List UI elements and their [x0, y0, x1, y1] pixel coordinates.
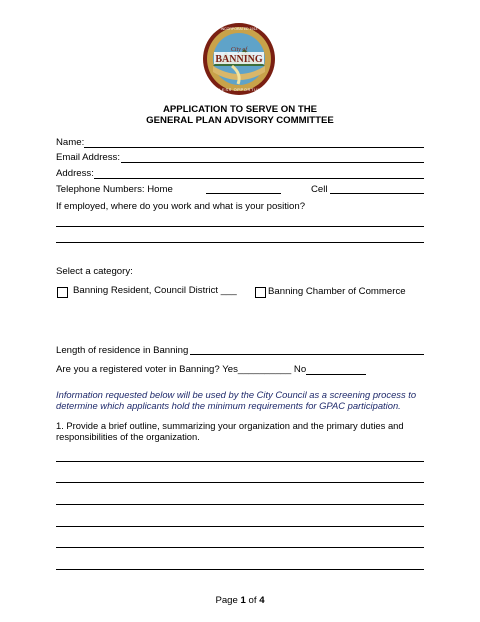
question1-line1: 1. Provide a brief outline, summarizing your organization and the primary duties and — [56, 420, 404, 431]
page-of: of — [245, 595, 260, 606]
answer-line-2[interactable] — [56, 482, 424, 483]
name-label: Name: — [56, 137, 85, 148]
svg-text:ENDLESS OPPORTUNITY: ENDLESS OPPORTUNITY — [208, 87, 270, 92]
employment-question: If employed, where do you work and what is your position? — [56, 201, 306, 212]
voter-no-field[interactable] — [306, 374, 366, 375]
answer-line-3[interactable] — [56, 504, 424, 505]
answer-line-6[interactable] — [56, 569, 424, 570]
employment-answer-line-2[interactable] — [56, 242, 424, 243]
form-title-line2: GENERAL PLAN ADVISORY COMMITTEE — [146, 115, 334, 126]
name-field[interactable] — [84, 147, 424, 148]
telephone-home-field[interactable] — [206, 193, 281, 194]
category-label: Select a category: — [56, 266, 133, 277]
telephone-cell-field[interactable] — [330, 193, 424, 194]
employment-answer-line-1[interactable] — [56, 226, 424, 227]
voter-question: Are you a registered voter in Banning? Yes__________ No — [56, 364, 307, 375]
page-current: 1 — [240, 595, 246, 606]
screening-note-line2: determine which applicants hold the minimum requirements for GPAC participation. — [56, 400, 401, 411]
answer-line-4[interactable] — [56, 526, 424, 527]
svg-text:City of: City of — [230, 47, 248, 53]
city-seal-logo — [202, 22, 276, 96]
chamber-checkbox[interactable] — [255, 287, 266, 298]
residence-label: Length of residence in Banning — [56, 345, 189, 356]
form-title-line1: APPLICATION TO SERVE ON THE — [162, 104, 318, 115]
residence-field[interactable] — [190, 354, 424, 355]
telephone-home-label: Telephone Numbers: Home — [56, 184, 173, 195]
page-prefix: Page — [215, 595, 241, 606]
screening-note-line1: Information requested below will be used by the City Council as a screening process to — [56, 389, 417, 400]
answer-line-5[interactable] — [56, 547, 424, 548]
resident-checkbox[interactable] — [57, 287, 68, 298]
email-label: Email Address: — [56, 152, 120, 163]
chamber-option-label: Banning Chamber of Commerce — [268, 286, 406, 297]
address-field[interactable] — [94, 178, 424, 179]
svg-text:INCORPORATED 1913: INCORPORATED 1913 — [220, 27, 258, 31]
email-field[interactable] — [121, 162, 424, 163]
page-total: 4 — [259, 595, 265, 606]
answer-line-1[interactable] — [56, 461, 424, 462]
question1-line2: responsibilities of the organization. — [56, 431, 200, 442]
svg-text:BANNING: BANNING — [215, 54, 263, 65]
page-number — [0, 595, 480, 607]
resident-option-label: Banning Resident, Council District ___ — [73, 285, 237, 296]
telephone-cell-label: Cell — [311, 184, 328, 195]
address-label: Address: — [56, 168, 94, 179]
